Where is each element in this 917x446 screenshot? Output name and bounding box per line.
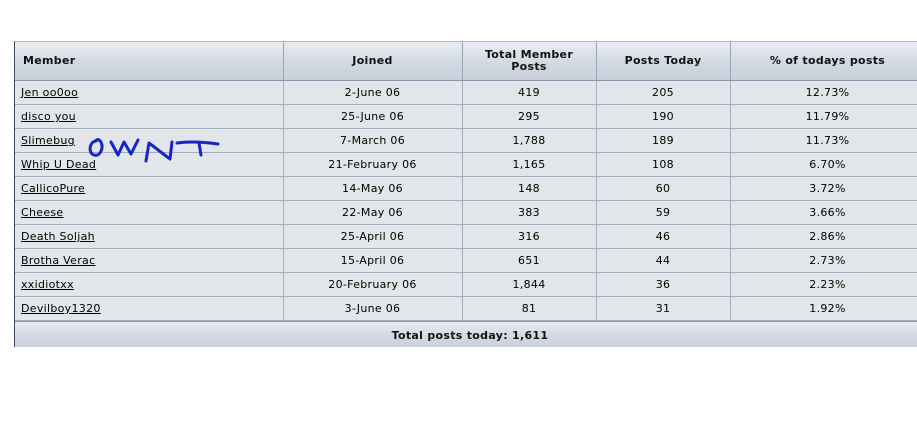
column-header-joined: Joined xyxy=(283,42,462,81)
total-posts-cell: 295 xyxy=(462,105,596,129)
posts-today-cell: 205 xyxy=(596,81,730,105)
total-posts-cell: 1,844 xyxy=(462,273,596,297)
percent-today-cell: 3.66% xyxy=(730,201,917,225)
table-row xyxy=(15,297,917,321)
total-posts-cell: 148 xyxy=(462,177,596,201)
posts-today-cell: 190 xyxy=(596,105,730,129)
percent-today-cell: 1.92% xyxy=(730,297,917,321)
member-cell xyxy=(15,105,283,129)
table-row xyxy=(15,273,917,297)
table-row xyxy=(15,201,917,225)
joined-date-cell: 20-February 06 xyxy=(283,273,462,297)
table-header xyxy=(15,42,917,81)
percent-today-cell: 2.73% xyxy=(730,249,917,273)
member-cell xyxy=(15,297,283,321)
header-row xyxy=(15,42,917,81)
percent-today-cell: 11.73% xyxy=(730,129,917,153)
member-cell xyxy=(15,273,283,297)
member-cell xyxy=(15,201,283,225)
joined-date-cell: 25-June 06 xyxy=(283,105,462,129)
percent-today-cell: 2.23% xyxy=(730,273,917,297)
percent-today-cell: 3.72% xyxy=(730,177,917,201)
posts-today-cell: 59 xyxy=(596,201,730,225)
joined-date-cell: 22-May 06 xyxy=(283,201,462,225)
joined-date-cell: 7-March 06 xyxy=(283,129,462,153)
member-profile-link[interactable]: Death Soljah xyxy=(21,230,95,243)
joined-date-cell: 2-June 06 xyxy=(283,81,462,105)
posts-today-cell: 36 xyxy=(596,273,730,297)
percent-today-cell: 12.73% xyxy=(730,81,917,105)
member-profile-link[interactable]: CallicoPure xyxy=(21,182,86,195)
member-profile-link[interactable]: disco you xyxy=(21,110,76,123)
posts-today-cell: 46 xyxy=(596,225,730,249)
table-row xyxy=(15,129,917,153)
table-row xyxy=(15,225,917,249)
member-profile-link[interactable]: Devilboy1320 xyxy=(21,302,101,315)
total-posts-cell: 81 xyxy=(462,297,596,321)
column-header-total-posts: Total Member Posts xyxy=(462,42,596,81)
member-profile-link[interactable]: Brotha Verac xyxy=(21,254,96,267)
member-cell xyxy=(15,81,283,105)
todays-top-posters-board xyxy=(14,41,917,347)
joined-date-cell: 14-May 06 xyxy=(283,177,462,201)
member-profile-link[interactable]: Cheese xyxy=(21,206,64,219)
joined-date-cell: 3-June 06 xyxy=(283,297,462,321)
table-row xyxy=(15,153,917,177)
posts-today-cell: 108 xyxy=(596,153,730,177)
table-row xyxy=(15,81,917,105)
table-row xyxy=(15,177,917,201)
member-profile-link[interactable]: Whip U Dead xyxy=(21,158,97,171)
member-cell xyxy=(15,249,283,273)
total-posts-cell: 419 xyxy=(462,81,596,105)
member-cell xyxy=(15,177,283,201)
percent-today-cell: 6.70% xyxy=(730,153,917,177)
percent-today-cell: 2.86% xyxy=(730,225,917,249)
joined-date-cell: 15-April 06 xyxy=(283,249,462,273)
total-posts-cell: 651 xyxy=(462,249,596,273)
column-header-posts-today: Posts Today xyxy=(596,42,730,81)
posts-today-cell: 31 xyxy=(596,297,730,321)
member-cell xyxy=(15,225,283,249)
posts-today-cell: 44 xyxy=(596,249,730,273)
column-header-percent-today: % of todays posts xyxy=(730,42,917,81)
member-profile-link[interactable]: Jen oo0oo xyxy=(21,86,79,99)
table-row xyxy=(15,105,917,129)
column-header-member: Member xyxy=(15,42,283,81)
member-profile-link[interactable]: Slimebug xyxy=(21,134,75,147)
joined-date-cell: 21-February 06 xyxy=(283,153,462,177)
member-cell xyxy=(15,153,283,177)
total-posts-cell: 1,165 xyxy=(462,153,596,177)
total-posts-cell: 1,788 xyxy=(462,129,596,153)
total-posts-today: Total posts today: 1,611 xyxy=(15,321,917,347)
table-body xyxy=(15,81,917,321)
posts-today-cell: 189 xyxy=(596,129,730,153)
percent-today-cell: 11.79% xyxy=(730,105,917,129)
total-posts-cell: 316 xyxy=(462,225,596,249)
posts-today-cell: 60 xyxy=(596,177,730,201)
member-cell xyxy=(15,129,283,153)
member-profile-link[interactable]: xxidiotxx xyxy=(21,278,74,291)
total-posts-cell: 383 xyxy=(462,201,596,225)
joined-date-cell: 25-April 06 xyxy=(283,225,462,249)
top-posters-table xyxy=(15,42,917,321)
table-row xyxy=(15,249,917,273)
